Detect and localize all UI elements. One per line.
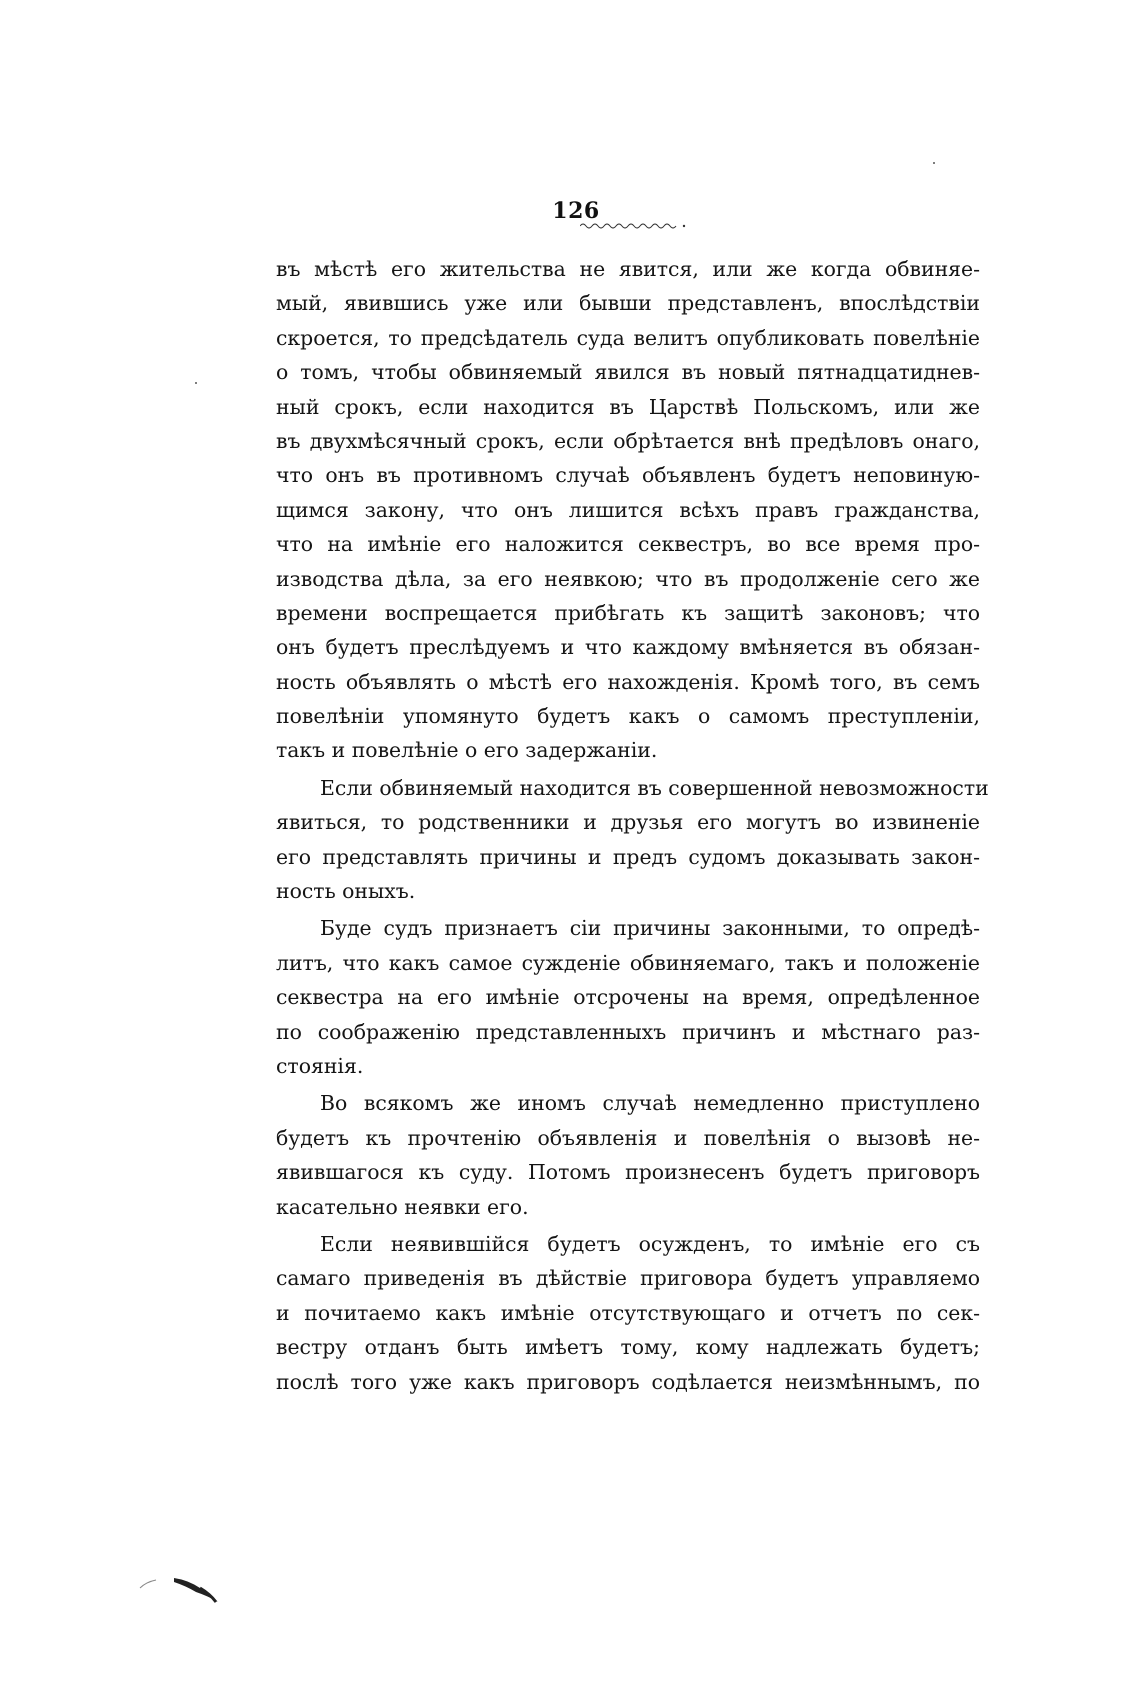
text-line: щимся закону, что онъ лишится всѣхъ правъ гражданства,	[276, 497, 980, 522]
text-line: времени воспрещается прибѣгать къ защитѣ законовъ; что	[276, 600, 980, 625]
text-line: его представлять причины и предъ судомъ доказывать закон-	[276, 844, 980, 869]
text-line: Если неявившійся будетъ осужденъ, то имѣніе его съ	[320, 1231, 980, 1256]
text-line: стоянія.	[276, 1053, 364, 1078]
text-line: изводства дѣла, за его неявкою; что въ продолженіе сего же	[276, 566, 980, 591]
text-line: касательно неявки его.	[276, 1194, 529, 1219]
text-line: ность объявлять о мѣстѣ его нахожденія. Кромѣ того, въ семъ	[276, 669, 980, 694]
text-line: послѣ того уже какъ приговоръ содѣлается неизмѣннымъ, по	[276, 1369, 980, 1394]
text-line: что на имѣніе его наложится секвестръ, во все время про-	[276, 532, 980, 557]
text-line: ный срокъ, если находится въ Царствѣ Польскомъ, или же	[276, 394, 980, 419]
paragraph	[276, 1086, 980, 1224]
text-line: ность оныхъ.	[276, 879, 416, 904]
text-line: въ двухмѣсячный срокъ, если обрѣтается внѣ предѣловъ онаго,	[276, 428, 980, 453]
page-number-ornament	[580, 222, 688, 230]
text-line: Во всякомъ же иномъ случаѣ немедленно приступлено	[320, 1091, 980, 1116]
text-line: и почитаемо какъ имѣніе отсутствующаго и отчетъ по сек-	[276, 1300, 980, 1325]
text-line: явившагося къ суду. Потомъ произнесенъ будетъ приговоръ	[276, 1160, 980, 1185]
text-line: о томъ, чтобы обвиняемый явился въ новый пятнадцатиднев-	[276, 360, 980, 385]
text-line: такъ и повелѣніе о его задержаніи.	[276, 738, 658, 763]
text-line: литъ, что какъ самое сужденіе обвиняемаго, такъ и положеніе	[276, 950, 980, 975]
text-line: онъ будетъ преслѣдуемъ и что каждому вмѣняется въ обязан-	[276, 635, 980, 660]
text-line: самаго приведенія въ дѣйствіе приговора будетъ управляемо	[276, 1266, 980, 1291]
text-line: въ мѣстѣ его жительства не явится, или же когда обвиняе-	[276, 257, 980, 281]
page-number: 126	[552, 198, 600, 224]
text-line: что онъ въ противномъ случаѣ объявленъ будетъ неповиную-	[276, 463, 980, 488]
text-line: секвестра на его имѣніе отсрочены на время, опредѣленное	[276, 985, 980, 1010]
ink-speck	[933, 162, 935, 164]
paragraph	[276, 252, 980, 768]
text-line: Буде судъ признаетъ сіи причины законными, то опредѣ-	[320, 916, 980, 941]
pen-stroke-mark	[138, 1572, 238, 1612]
text-line: повелѣніи упомянуто будетъ какъ о самомъ преступленіи,	[276, 704, 980, 729]
ink-speck	[195, 382, 197, 384]
text-line: вестру отданъ быть имѣетъ тому, кому надлежать будетъ;	[276, 1335, 980, 1360]
paragraph	[276, 1227, 980, 1399]
text-line: скроется, то предсѣдатель суда велитъ опубликовать повелѣніе	[276, 325, 980, 350]
body-text	[276, 252, 989, 1399]
paragraph	[276, 771, 989, 909]
paragraph	[276, 911, 980, 1083]
text-line: по соображенію представленныхъ причинъ и мѣстнаго раз-	[276, 1019, 980, 1044]
text-line: явиться, то родственники и друзья его могутъ во извиненіе	[276, 810, 980, 835]
text-line: мый, явившись уже или бывши представленъ, впослѣдствіи	[276, 291, 980, 316]
text-line: Если обвиняемый находится въ совершенной невозможности	[320, 775, 989, 800]
text-line: будетъ къ прочтенію объявленія и повелѣнія о вызовѣ не-	[276, 1125, 980, 1150]
